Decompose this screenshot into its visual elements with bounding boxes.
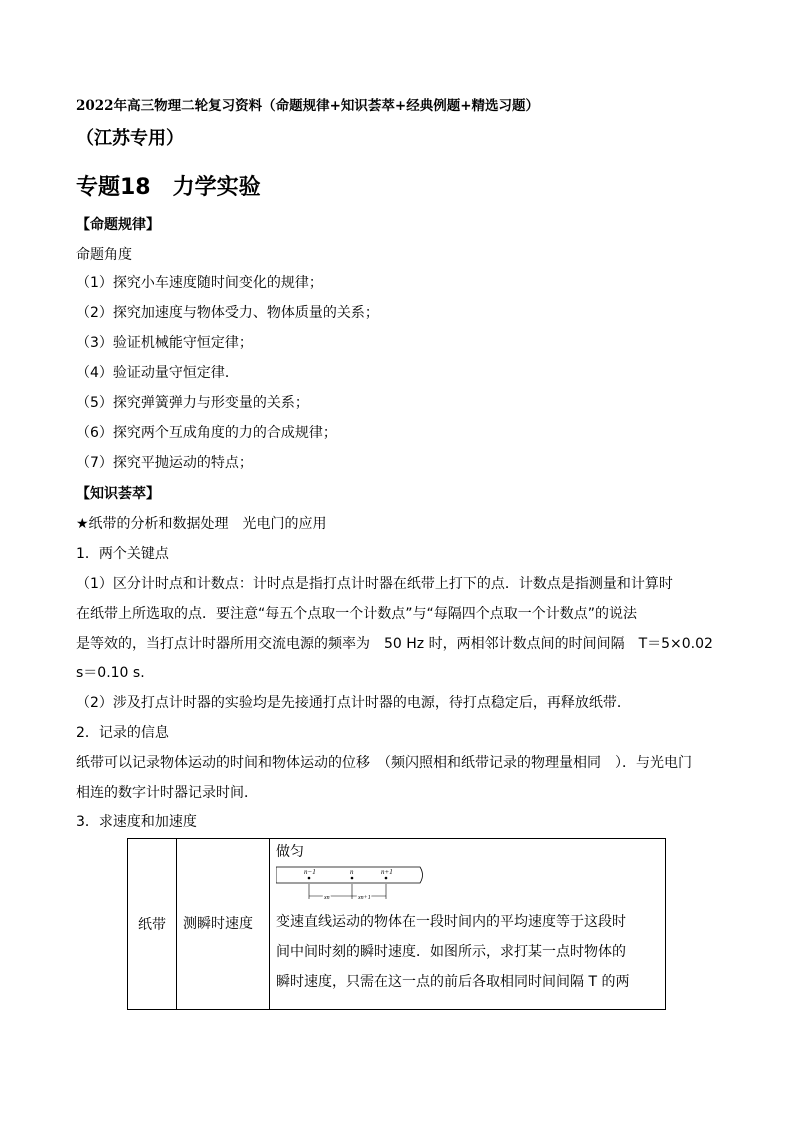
- paragraph-line: 是等效的，当打点计时器所用交流电源的频率为 50 Hz 时，两相邻计数点间的时间间隔 T＝5×0.02: [76, 636, 713, 652]
- tape-dot: [385, 877, 388, 880]
- topic-line: ★纸带的分析和数据处理 光电门的应用: [76, 516, 327, 532]
- tape-label-n-minus-1: n−1: [304, 868, 316, 876]
- description-line: 瞬时速度，只需在这一点的前后各取相同时间间隔 T 的两: [276, 974, 630, 990]
- section-heading-knowledge: 【知识荟萃】: [76, 486, 160, 502]
- list-item: （6）探究两个互成角度的力的合成规律；: [76, 425, 337, 441]
- table-cell-category: 纸带: [128, 839, 177, 1010]
- point-title: 2．记录的信息: [76, 725, 169, 741]
- cell-title: 做匀: [276, 844, 304, 860]
- paper-tape-diagram: [276, 863, 426, 907]
- method-table: [127, 838, 666, 1010]
- tape-dot: [351, 877, 354, 880]
- chapter-title: 专题18 力学实验: [76, 175, 261, 200]
- list-item: （5）探究弹簧弹力与形变量的关系；: [76, 395, 309, 411]
- description-line: 间中间时刻的瞬时速度．如图所示，求打某一点时物体的: [276, 944, 626, 960]
- table-cell-description: [270, 839, 666, 1010]
- description-line: 变速直线运动的物体在一段时间内的平均速度等于这段时: [276, 914, 626, 930]
- document-main-title: 2022年高三物理二轮复习资料（命题规律+知识荟萃+经典例题+精选习题）: [76, 98, 540, 114]
- point-title: 3．求速度和加速度: [76, 814, 197, 830]
- section-heading-rules: 【命题规律】: [76, 217, 160, 233]
- paragraph: （2）涉及打点计时器的实验均是先接通打点计时器的电源，待打点稳定后，再释放纸带．: [76, 695, 631, 711]
- list-item: （7）探究平抛运动的特点；: [76, 455, 253, 471]
- paragraph-line: 在纸带上所选取的点．要注意“每五个点取一个计数点”与“每隔四个点取一个计数点”的说法: [76, 606, 638, 622]
- table-row: [128, 839, 666, 1010]
- distance-label-xn1: xn+1: [358, 895, 371, 901]
- tape-label-n-plus-1: n+1: [381, 868, 393, 876]
- paragraph-line: 纸带可以记录物体运动的时间和物体运动的位移 （频闪照相和纸带记录的物理量相同 ）．与光电门: [76, 755, 692, 771]
- document-subtitle: （江苏专用）: [76, 128, 184, 149]
- list-item: （3）验证机械能守恒定律；: [76, 335, 253, 351]
- tape-label-n: n: [350, 868, 354, 876]
- list-item: （4）验证动量守恒定律．: [76, 365, 239, 381]
- paragraph-line: （1）区分计时点和计数点：计时点是指打点计时器在纸带上打下的点．计数点是指测量和计算时: [76, 576, 673, 592]
- list-item: （1）探究小车速度随时间变化的规律；: [76, 275, 323, 291]
- tape-dot: [308, 877, 311, 880]
- point-title: 1．两个关键点: [76, 546, 169, 562]
- section-intro: 命题角度: [76, 247, 132, 263]
- distance-label-xn: xn: [324, 895, 330, 901]
- paragraph-line: 相连的数字计时器记录时间．: [76, 785, 258, 801]
- list-item: （2）探究加速度与物体受力、物体质量的关系；: [76, 305, 379, 321]
- table-cell-method: 测瞬时速度: [177, 839, 270, 1010]
- paragraph-line: s＝0.10 s.: [76, 665, 145, 681]
